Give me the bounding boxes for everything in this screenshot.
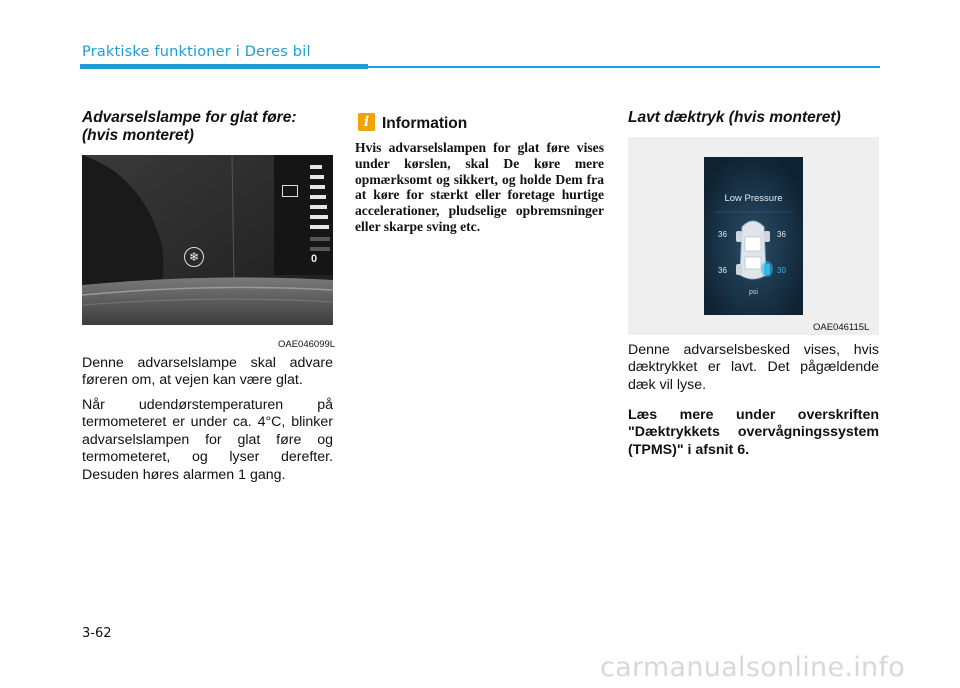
- slippery-road-title-line1: Advarselslampe for glat føre:: [82, 109, 297, 126]
- section-header: Praktiske funktioner i Deres bil: [82, 44, 311, 60]
- header-rule-thin: [368, 66, 880, 68]
- tpms-heading: Low Pressure: [724, 193, 783, 204]
- tire-rear-right-value: 30: [777, 266, 786, 275]
- tire-rear-left-value: 36: [718, 266, 727, 275]
- tpms-display: [704, 157, 803, 315]
- figure-code-left: OAE046099L: [278, 339, 336, 350]
- figure-code-right: OAE046115L: [813, 322, 870, 333]
- low-tire-pressure-para2: Læs mere under overskriften "Dæktrykkets overvågningssystem (TPMS)" i afsnit 6.: [628, 407, 879, 458]
- cluster-illustration: [82, 155, 333, 325]
- low-tire-pressure-title: Lavt dæktryk (hvis monteret): [628, 109, 841, 126]
- slippery-road-para2: Når udendørstemperaturen på termometeret er under ca. 4°C, blinker advarselslampen for glat føre og termometeret, og lyser derefter. Desuden høres alarmen 1 gang.: [82, 397, 333, 483]
- info-icon: i: [358, 113, 375, 131]
- snowflake-icon: ❄: [184, 247, 204, 267]
- gauge-digit: 0: [311, 253, 318, 265]
- header-rule-thick: [80, 64, 368, 69]
- pressure-unit: psi: [749, 289, 758, 296]
- page-number: 3-62: [82, 626, 112, 641]
- info-text: Hvis advarselslampen for glat føre vises under kørslen, skal De køre mere opmærksomt og sikkert, og holde Dem fra at køre for stærkt eller foretage hurtige accelerationer, pludselige opbremsninger eller skarpe sving etc.: [355, 140, 604, 234]
- battery-icon: [282, 185, 298, 197]
- low-tire-pressure-para1: Denne advarselsbesked vises, hvis dæktrykket er lavt. Det pågældende dæk vil lyse.: [628, 342, 879, 393]
- info-title: Information: [382, 115, 468, 132]
- tire-front-right-value: 36: [777, 230, 786, 239]
- tpms-illustration: [628, 137, 879, 335]
- slippery-road-para1: Denne advarselslampe skal advare føreren om, at vejen kan være glat.: [82, 355, 333, 389]
- watermark: carmanualsonline.info: [600, 652, 906, 683]
- slippery-road-title: [82, 109, 342, 145]
- slippery-road-title-line2: (hvis monteret): [82, 127, 194, 144]
- tire-front-left-value: 36: [718, 230, 727, 239]
- cluster-svg: [82, 155, 333, 325]
